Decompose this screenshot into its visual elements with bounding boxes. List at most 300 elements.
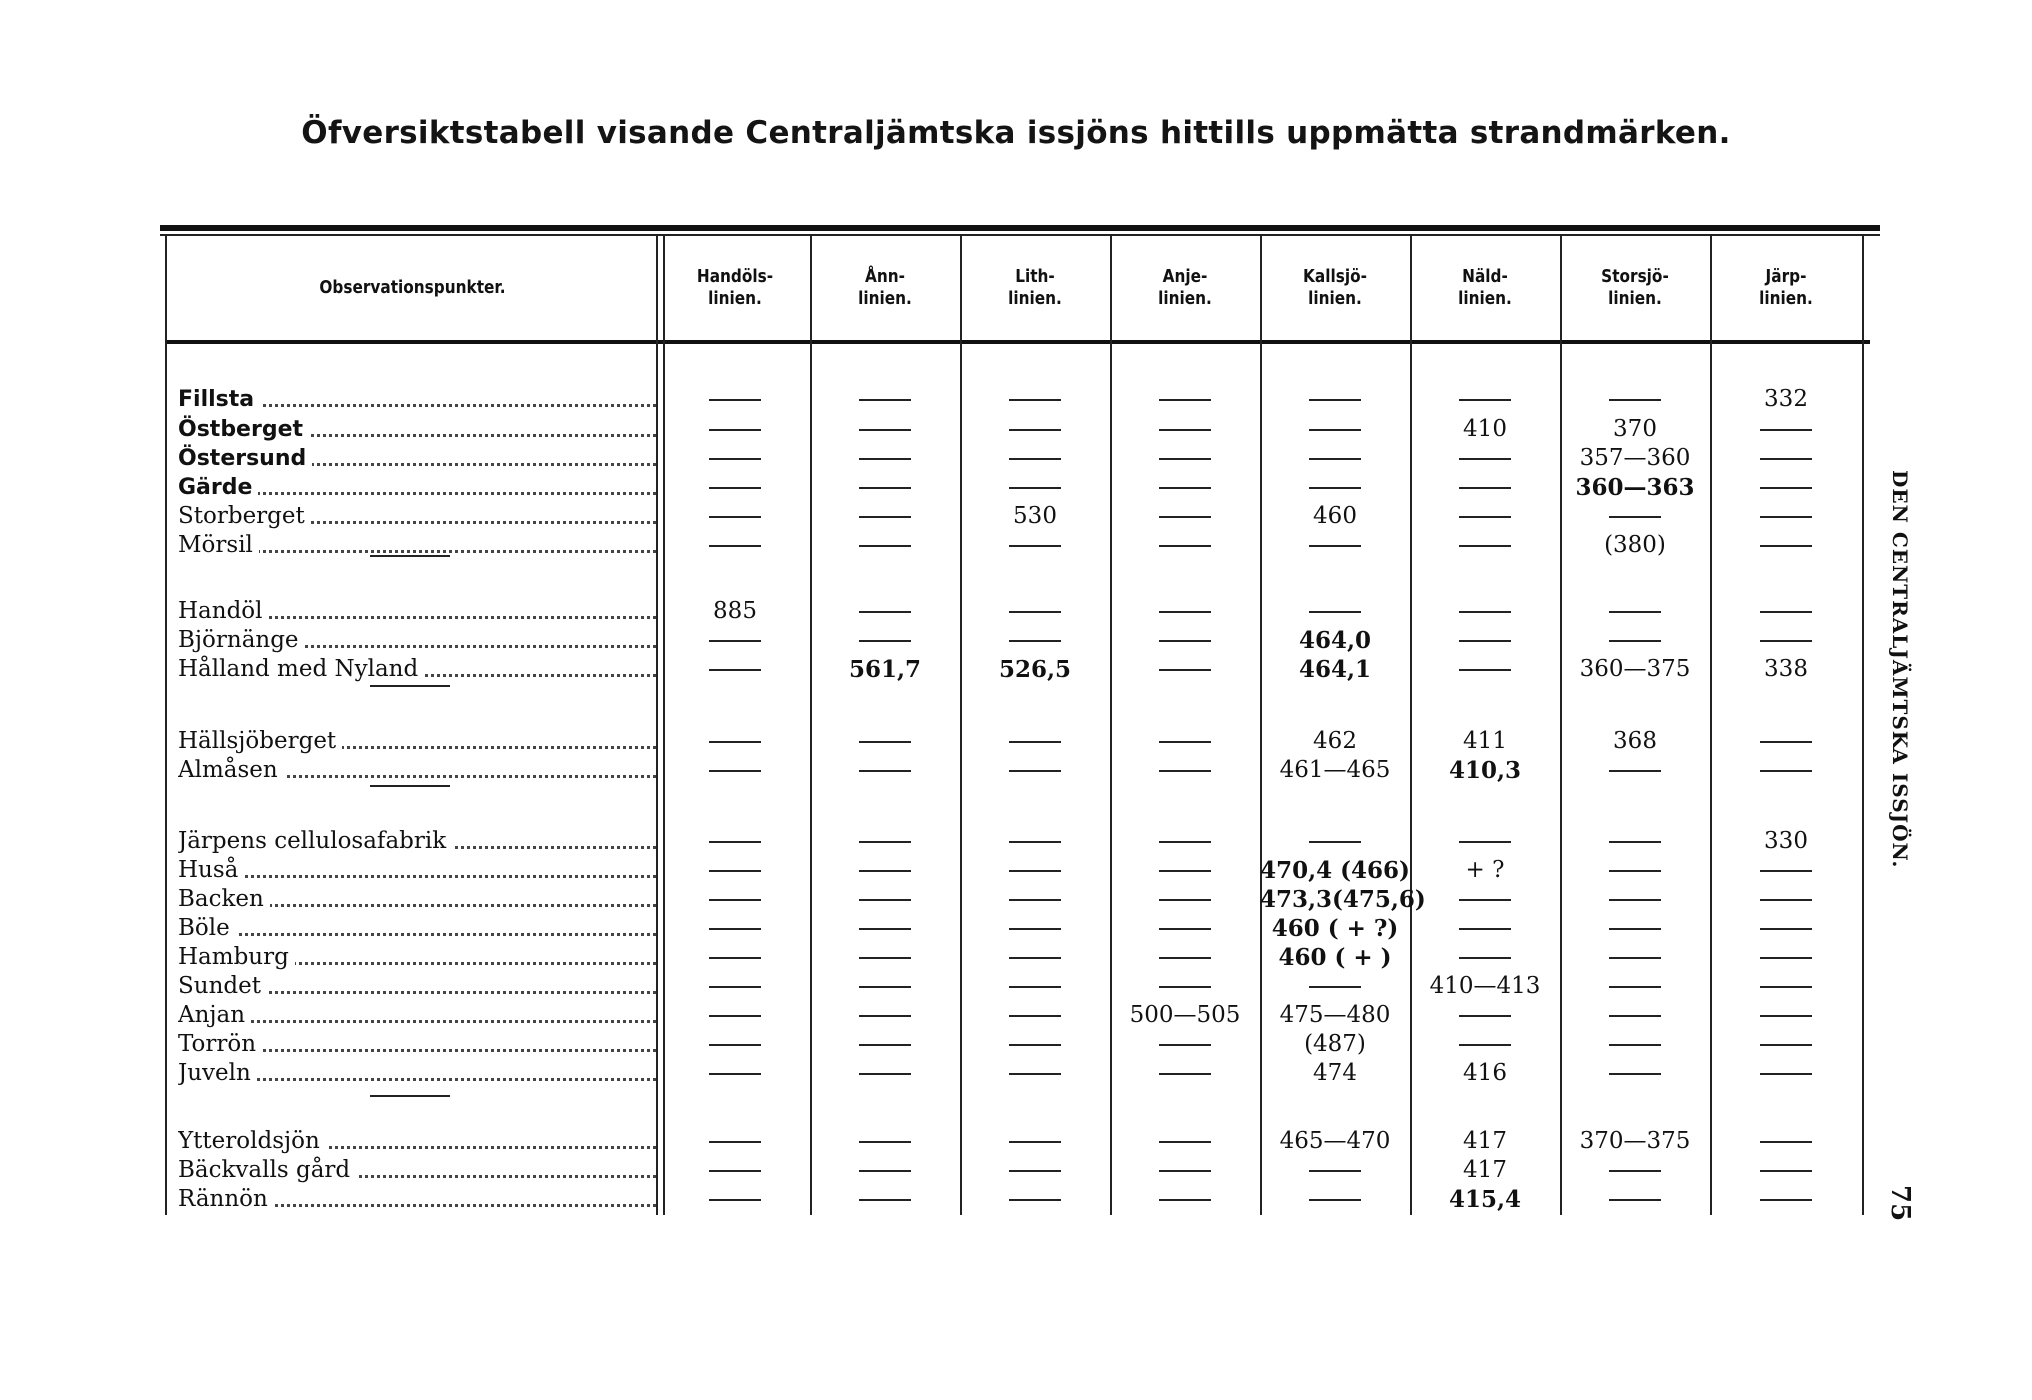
table-cell-anje — [1110, 385, 1260, 414]
table-cell-lith — [960, 1030, 1110, 1059]
empty-dash — [859, 429, 911, 431]
table-cell-storsjo — [1560, 885, 1710, 914]
empty-dash — [859, 741, 911, 743]
row-label — [178, 1185, 656, 1214]
empty-dash — [1009, 986, 1061, 988]
table-cell-lith — [960, 597, 1110, 626]
empty-dash — [1760, 1015, 1812, 1017]
table-cell-nald — [1410, 943, 1560, 972]
empty-dash — [859, 899, 911, 901]
empty-dash — [1009, 1073, 1061, 1075]
table-cell-nald — [1410, 914, 1560, 943]
table-cell-ann — [810, 385, 960, 414]
empty-dash — [1159, 899, 1211, 901]
table-cell-lith — [960, 756, 1110, 785]
empty-dash — [1159, 841, 1211, 843]
row-label — [178, 943, 656, 972]
table-cell-ann — [810, 727, 960, 756]
empty-dash — [1609, 399, 1661, 401]
empty-dash — [859, 399, 911, 401]
cell-value: 470,4 (466) — [1260, 857, 1410, 884]
column-header-lith: Lith- linien. — [1008, 266, 1062, 309]
empty-dash — [1309, 841, 1361, 843]
table-cell-nald — [1410, 885, 1560, 914]
table-row — [0, 727, 2032, 756]
leader-dots — [178, 875, 656, 878]
empty-dash — [1760, 899, 1812, 901]
table-cell-storsjo — [1560, 385, 1710, 414]
empty-dash — [1459, 545, 1511, 547]
table-cell-kallsjo — [1260, 502, 1410, 531]
table-cell-handol — [660, 415, 810, 444]
table-cell-handol — [660, 473, 810, 502]
empty-dash — [1009, 640, 1061, 642]
cell-value: 410—413 — [1429, 973, 1541, 999]
table-cell-storsjo — [1560, 943, 1710, 972]
column-header-anje: Anje- linien. — [1158, 266, 1212, 309]
table-cell-nald — [1410, 972, 1560, 1001]
row-label-text: Juveln — [178, 1060, 257, 1086]
row-label-text: Huså — [178, 857, 244, 883]
table-top-rule-thin — [160, 234, 1880, 236]
empty-dash — [1159, 1073, 1211, 1075]
table-cell-lith — [960, 1127, 1110, 1156]
column-header-ann: Ånn- linien. — [858, 266, 912, 309]
empty-dash — [859, 458, 911, 460]
empty-dash — [1159, 487, 1211, 489]
table-cell-storsjo — [1560, 914, 1710, 943]
row-label — [178, 1001, 656, 1030]
table-cell-handol — [660, 914, 810, 943]
table-cell-anje — [1110, 415, 1260, 444]
table-cell-lith — [960, 943, 1110, 972]
table-cell-lith — [960, 885, 1110, 914]
empty-dash — [1009, 487, 1061, 489]
column-header-nald: Näld- linien. — [1458, 266, 1512, 309]
empty-dash — [1159, 545, 1211, 547]
empty-dash — [1609, 770, 1661, 772]
cell-value: 526,5 — [998, 656, 1072, 683]
table-cell-storsjo — [1560, 972, 1710, 1001]
empty-dash — [859, 928, 911, 930]
table-cell-nald — [1410, 444, 1560, 473]
table-row — [0, 1001, 2032, 1030]
empty-dash — [1760, 770, 1812, 772]
table-cell-anje — [1110, 1059, 1260, 1088]
table-cell-nald — [1410, 727, 1560, 756]
column-header-jarp: Järp- linien. — [1759, 266, 1813, 309]
table-cell-storsjo — [1560, 1127, 1710, 1156]
table-cell-ann — [810, 473, 960, 502]
table-cell-kallsjo — [1260, 827, 1410, 856]
table-cell-nald — [1410, 415, 1560, 444]
table-cell-ann — [810, 885, 960, 914]
table-cell-kallsjo — [1260, 1185, 1410, 1214]
empty-dash — [1159, 669, 1211, 671]
empty-dash — [1009, 770, 1061, 772]
table-row — [0, 972, 2032, 1001]
empty-dash — [1009, 1141, 1061, 1143]
table-row — [0, 473, 2032, 502]
cell-value: + ? — [1465, 857, 1505, 883]
empty-dash — [1459, 611, 1511, 613]
empty-dash — [709, 841, 761, 843]
empty-dash — [859, 870, 911, 872]
empty-dash — [1159, 399, 1211, 401]
table-cell-nald — [1410, 626, 1560, 655]
table-cell-jarp — [1710, 655, 1862, 684]
table-cell-jarp — [1710, 1059, 1862, 1088]
table-cell-kallsjo — [1260, 626, 1410, 655]
table-cell-ann — [810, 502, 960, 531]
row-label — [178, 597, 656, 626]
cell-value: 460 — [1313, 503, 1357, 529]
empty-dash — [1609, 957, 1661, 959]
table-cell-jarp — [1710, 972, 1862, 1001]
row-label-text: Björnänge — [178, 627, 305, 653]
row-label-text: Hällsjöberget — [178, 728, 342, 754]
empty-dash — [1159, 741, 1211, 743]
table-cell-anje — [1110, 885, 1260, 914]
empty-dash — [1459, 669, 1511, 671]
empty-dash — [1459, 458, 1511, 460]
cell-value: 370 — [1613, 416, 1657, 442]
table-cell-jarp — [1710, 626, 1862, 655]
empty-dash — [1459, 899, 1511, 901]
table-cell-jarp — [1710, 885, 1862, 914]
empty-dash — [1459, 487, 1511, 489]
column-header-handol: Handöls- linien. — [696, 266, 774, 309]
table-cell-kallsjo — [1260, 1030, 1410, 1059]
empty-dash — [1609, 841, 1661, 843]
table-cell-handol — [660, 943, 810, 972]
row-label — [178, 473, 656, 502]
table-cell-storsjo — [1560, 727, 1710, 756]
empty-dash — [859, 545, 911, 547]
empty-dash — [1159, 957, 1211, 959]
table-cell-ann — [810, 972, 960, 1001]
table-cell-anje — [1110, 626, 1260, 655]
group-separator — [370, 685, 450, 687]
empty-dash — [1760, 928, 1812, 930]
empty-dash — [1760, 458, 1812, 460]
empty-dash — [1159, 870, 1211, 872]
table-cell-anje — [1110, 727, 1260, 756]
running-head: DEN CENTRALJÄMTSKA ISSJÖN. — [1888, 470, 1912, 869]
empty-dash — [1159, 640, 1211, 642]
cell-value: 464,1 — [1298, 656, 1372, 683]
empty-dash — [1309, 399, 1361, 401]
empty-dash — [709, 1199, 761, 1201]
empty-dash — [1760, 1141, 1812, 1143]
empty-dash — [859, 640, 911, 642]
table-cell-lith — [960, 473, 1110, 502]
group-separator — [370, 1095, 450, 1097]
table-cell-lith — [960, 972, 1110, 1001]
table-cell-handol — [660, 626, 810, 655]
column-header-kallsjo: Kallsjö- linien. — [1303, 266, 1367, 309]
table-row — [0, 856, 2032, 885]
table-cell-ann — [810, 626, 960, 655]
empty-dash — [1609, 1199, 1661, 1201]
empty-dash — [1760, 611, 1812, 613]
table-row — [0, 531, 2032, 560]
table-cell-lith — [960, 727, 1110, 756]
row-label-text: Hamburg — [178, 944, 295, 970]
table-cell-nald — [1410, 597, 1560, 626]
table-cell-kallsjo — [1260, 727, 1410, 756]
table-cell-jarp — [1710, 756, 1862, 785]
row-label — [178, 626, 656, 655]
table-row — [0, 943, 2032, 972]
row-label — [178, 827, 656, 856]
empty-dash — [1760, 741, 1812, 743]
empty-dash — [1309, 429, 1361, 431]
table-cell-lith — [960, 827, 1110, 856]
table-cell-nald — [1410, 1185, 1560, 1214]
empty-dash — [709, 986, 761, 988]
cell-value: 338 — [1764, 656, 1808, 682]
row-label — [178, 1030, 656, 1059]
table-cell-storsjo — [1560, 1059, 1710, 1088]
row-label — [178, 655, 656, 684]
empty-dash — [1459, 1044, 1511, 1046]
table-cell-lith — [960, 1185, 1110, 1214]
table-cell-nald — [1410, 473, 1560, 502]
cell-value: 410 — [1463, 416, 1507, 442]
row-label-text: Östersund — [178, 446, 312, 471]
row-label — [178, 972, 656, 1001]
table-cell-storsjo — [1560, 444, 1710, 473]
cell-value: 370—375 — [1579, 1128, 1691, 1154]
table-cell-storsjo — [1560, 756, 1710, 785]
table-cell-ann — [810, 1059, 960, 1088]
cell-value: 360—363 — [1575, 474, 1695, 501]
cell-value: 530 — [1013, 503, 1057, 529]
table-row — [0, 655, 2032, 684]
empty-dash — [709, 1073, 761, 1075]
table-cell-nald — [1410, 502, 1560, 531]
table-cell-storsjo — [1560, 1185, 1710, 1214]
table-cell-storsjo — [1560, 473, 1710, 502]
empty-dash — [1009, 399, 1061, 401]
table-cell-jarp — [1710, 415, 1862, 444]
cell-value: 332 — [1764, 386, 1808, 412]
table-cell-lith — [960, 626, 1110, 655]
empty-dash — [1009, 458, 1061, 460]
table-cell-lith — [960, 531, 1110, 560]
empty-dash — [1609, 1073, 1661, 1075]
empty-dash — [709, 429, 761, 431]
empty-dash — [1309, 545, 1361, 547]
empty-dash — [1009, 957, 1061, 959]
table-row — [0, 1030, 2032, 1059]
empty-dash — [1609, 611, 1661, 613]
table-cell-jarp — [1710, 502, 1862, 531]
table-cell-nald — [1410, 1156, 1560, 1185]
table-cell-storsjo — [1560, 1001, 1710, 1030]
cell-value: 475—480 — [1279, 1002, 1391, 1028]
empty-dash — [1159, 458, 1211, 460]
row-label — [178, 1127, 656, 1156]
table-cell-jarp — [1710, 531, 1862, 560]
empty-dash — [1760, 986, 1812, 988]
table-cell-jarp — [1710, 473, 1862, 502]
table-cell-anje — [1110, 655, 1260, 684]
empty-dash — [1309, 1199, 1361, 1201]
empty-dash — [709, 1015, 761, 1017]
empty-dash — [1009, 611, 1061, 613]
empty-dash — [1009, 741, 1061, 743]
table-row — [0, 626, 2032, 655]
cell-value: 474 — [1313, 1060, 1357, 1086]
table-cell-jarp — [1710, 1185, 1862, 1214]
empty-dash — [1009, 870, 1061, 872]
empty-dash — [859, 487, 911, 489]
empty-dash — [859, 841, 911, 843]
table-cell-ann — [810, 1001, 960, 1030]
table-cell-nald — [1410, 856, 1560, 885]
table-cell-handol — [660, 655, 810, 684]
row-label-text: Torrön — [178, 1031, 262, 1057]
empty-dash — [1760, 545, 1812, 547]
table-cell-storsjo — [1560, 1156, 1710, 1185]
empty-dash — [1009, 899, 1061, 901]
table-cell-ann — [810, 655, 960, 684]
empty-dash — [1159, 928, 1211, 930]
row-label — [178, 1156, 656, 1185]
empty-dash — [1009, 1199, 1061, 1201]
empty-dash — [709, 545, 761, 547]
table-cell-nald — [1410, 655, 1560, 684]
empty-dash — [709, 741, 761, 743]
table-cell-ann — [810, 943, 960, 972]
table-cell-handol — [660, 597, 810, 626]
empty-dash — [1009, 1170, 1061, 1172]
empty-dash — [1760, 429, 1812, 431]
empty-dash — [1760, 957, 1812, 959]
empty-dash — [1609, 640, 1661, 642]
table-cell-anje — [1110, 1156, 1260, 1185]
row-label — [178, 856, 656, 885]
table-cell-anje — [1110, 1001, 1260, 1030]
table-cell-lith — [960, 1059, 1110, 1088]
empty-dash — [859, 770, 911, 772]
table-cell-storsjo — [1560, 1030, 1710, 1059]
table-cell-storsjo — [1560, 827, 1710, 856]
empty-dash — [1760, 640, 1812, 642]
table-cell-jarp — [1710, 597, 1862, 626]
table-cell-jarp — [1710, 827, 1862, 856]
row-label-text: Östberget — [178, 417, 309, 442]
cell-value: 417 — [1463, 1128, 1507, 1154]
table-cell-ann — [810, 1156, 960, 1185]
table-cell-anje — [1110, 1127, 1260, 1156]
table-cell-anje — [1110, 444, 1260, 473]
table-cell-ann — [810, 415, 960, 444]
table-row — [0, 885, 2032, 914]
empty-dash — [1159, 429, 1211, 431]
row-label-text: Storberget — [178, 503, 311, 529]
empty-dash — [709, 928, 761, 930]
empty-dash — [859, 1141, 911, 1143]
table-cell-nald — [1410, 827, 1560, 856]
row-label — [178, 415, 656, 444]
table-cell-nald — [1410, 1001, 1560, 1030]
row-label-text: Backen — [178, 886, 270, 912]
table-row — [0, 597, 2032, 626]
table-cell-kallsjo — [1260, 1001, 1410, 1030]
cell-value: 417 — [1463, 1157, 1507, 1183]
cell-value: 410,3 — [1448, 757, 1522, 784]
cell-value: 368 — [1613, 728, 1657, 754]
empty-dash — [1609, 1015, 1661, 1017]
table-cell-handol — [660, 827, 810, 856]
row-label-text: Anjan — [178, 1002, 251, 1028]
empty-dash — [1309, 611, 1361, 613]
table-cell-jarp — [1710, 1127, 1862, 1156]
empty-dash — [1009, 545, 1061, 547]
table-cell-lith — [960, 502, 1110, 531]
table-cell-handol — [660, 756, 810, 785]
table-cell-lith — [960, 385, 1110, 414]
table-row — [0, 415, 2032, 444]
table-cell-jarp — [1710, 1001, 1862, 1030]
table-cell-jarp — [1710, 444, 1862, 473]
empty-dash — [1159, 1141, 1211, 1143]
cell-value: 561,7 — [848, 656, 922, 683]
table-cell-lith — [960, 415, 1110, 444]
table-cell-anje — [1110, 756, 1260, 785]
empty-dash — [1159, 1199, 1211, 1201]
table-cell-ann — [810, 856, 960, 885]
table-cell-jarp — [1710, 1030, 1862, 1059]
empty-dash — [1159, 1044, 1211, 1046]
empty-dash — [1159, 516, 1211, 518]
empty-dash — [1459, 399, 1511, 401]
table-cell-nald — [1410, 1059, 1560, 1088]
empty-dash — [1760, 870, 1812, 872]
table-cell-kallsjo — [1260, 655, 1410, 684]
table-cell-kallsjo — [1260, 856, 1410, 885]
table-cell-handol — [660, 856, 810, 885]
table-header-rule — [165, 340, 1870, 344]
empty-dash — [709, 1170, 761, 1172]
table-cell-kallsjo — [1260, 531, 1410, 560]
empty-dash — [859, 1170, 911, 1172]
empty-dash — [1459, 928, 1511, 930]
empty-dash — [709, 669, 761, 671]
table-cell-storsjo — [1560, 502, 1710, 531]
empty-dash — [709, 487, 761, 489]
page-number: 75 — [1885, 1185, 1915, 1222]
empty-dash — [1609, 986, 1661, 988]
cell-value: (487) — [1304, 1031, 1366, 1057]
table-cell-kallsjo — [1260, 1156, 1410, 1185]
table-cell-kallsjo — [1260, 914, 1410, 943]
row-label — [178, 1059, 656, 1088]
empty-dash — [1760, 487, 1812, 489]
empty-dash — [1609, 516, 1661, 518]
table-row — [0, 756, 2032, 785]
table-row — [0, 914, 2032, 943]
row-label-text: Almåsen — [178, 757, 284, 783]
table-cell-anje — [1110, 943, 1260, 972]
row-label — [178, 885, 656, 914]
row-label-text: Ytteroldsjön — [178, 1128, 326, 1154]
empty-dash — [1309, 458, 1361, 460]
empty-dash — [1609, 899, 1661, 901]
